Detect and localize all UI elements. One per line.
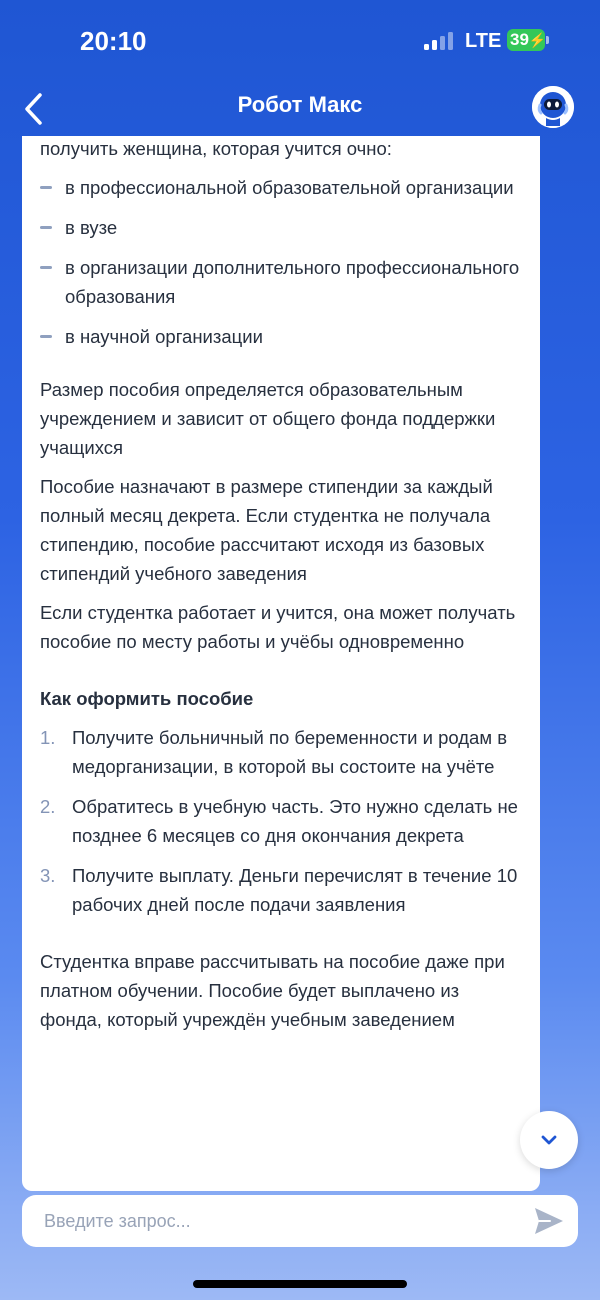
status-bar (0, 0, 600, 80)
institution-list (40, 173, 522, 351)
list-item (40, 173, 522, 202)
status-time: 20:10 (80, 26, 147, 56)
step-text: Обратитесь в учебную часть. Это нужно сделать не позднее 6 месяцев со дня окончания декрета (72, 796, 518, 846)
step-text: Получите выплату. Деньги перечислят в течение 10 рабочих дней после подачи заявления (72, 865, 518, 915)
dash-marker (40, 186, 52, 189)
paragraph: Пособие назначают в размере стипендии за каждый полный месяц декрета. Если студентка не получала стипендию, пособие рассчитают исходя из базовых стипендий учебного заведения (40, 476, 493, 584)
step-item (40, 723, 522, 781)
list-item (40, 213, 522, 242)
signal-icon (424, 32, 454, 50)
section-title: Как оформить пособие (40, 688, 254, 709)
list-item (40, 253, 522, 311)
final-paragraph: Студентка вправе рассчитывать на пособие даже при платном обучении. Пособие будет выплачено из фонда, который учреждён учебным заведением (40, 951, 505, 1030)
battery-level: 39 (510, 30, 529, 49)
step-item (40, 792, 522, 850)
chat-input-bar (22, 1195, 578, 1247)
send-button[interactable] (532, 1205, 566, 1237)
intro-line: получить женщина, которая учится очно: (40, 138, 392, 159)
dash-marker (40, 335, 52, 338)
step-number: 2. (40, 796, 56, 817)
query-input[interactable] (44, 1207, 504, 1235)
battery-tip (546, 36, 549, 44)
send-icon (532, 1205, 566, 1237)
step-text: Получите больничный по беременности и родам в медорганизации, в которой вы состоите на учёте (72, 727, 508, 777)
home-indicator (193, 1280, 407, 1288)
list-item-text: в научной организации (65, 326, 263, 347)
step-number: 3. (40, 865, 56, 886)
list-item-text: в профессиональной образовательной организации (65, 177, 514, 198)
dash-marker (40, 266, 52, 269)
chat-header (0, 80, 600, 136)
dash-marker (40, 226, 52, 229)
list-item (40, 322, 522, 351)
paragraph: Если студентка работает и учится, она может получать пособие по месту работы и учёбы одновременно (40, 602, 516, 652)
bot-avatar[interactable] (532, 86, 574, 128)
list-item-text: в организации дополнительного профессионального образования (65, 257, 520, 307)
page-title: Робот Макс (237, 92, 363, 117)
network-type: LTE (465, 30, 502, 52)
step-item (40, 861, 522, 919)
paragraph: Размер пособия определяется образовательным учреждением и зависит от общего фонда поддержки учащихся (40, 379, 496, 458)
robot-avatar-icon (532, 86, 574, 128)
step-number: 1. (40, 727, 56, 748)
steps-list (40, 723, 522, 919)
chevron-down-icon (520, 1111, 578, 1169)
list-item-text: в вузе (65, 217, 118, 238)
scroll-down-button[interactable] (520, 1111, 578, 1169)
bot-message-card (22, 136, 540, 1191)
battery-icon: 39⚡ (507, 29, 545, 51)
